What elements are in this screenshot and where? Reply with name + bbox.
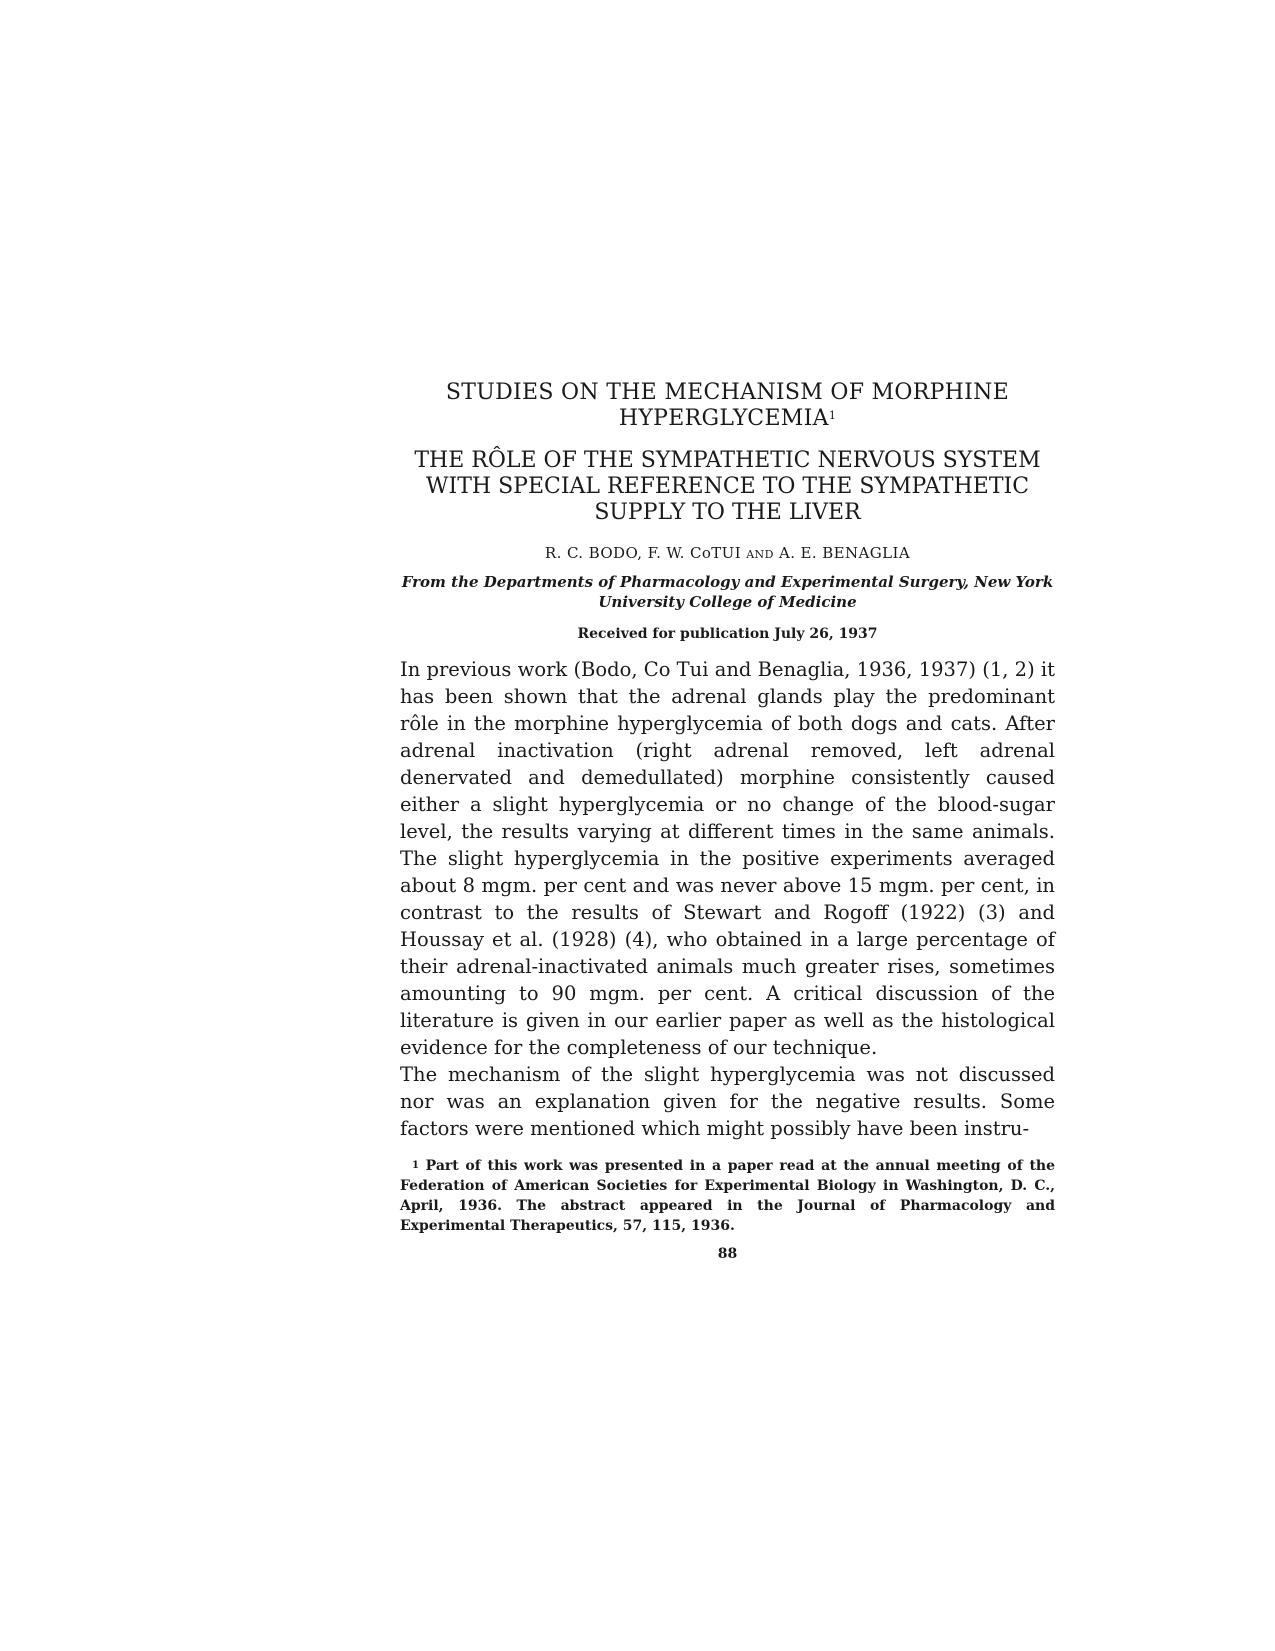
author-list <box>400 544 1055 562</box>
article-title <box>400 380 1055 432</box>
paragraph: In previous work (Bodo, Co Tui and Benaglia, 1936, 1937) (1, 2) it has been shown that the adrenal glands play the predominant rôle in the morphine hyperglycemia of both dogs and cats. After adrenal inactivation (right adrenal removed, left adrenal denervated and demedullated) morphine consistently caused either a slight hyperglycemia or no change of the blood-sugar level, the results varying at different times in the same animals. The slight hyperglycemia in the positive experiments averaged about 8 mgm. per cent and was never above 15 mgm. per cent, in contrast to the results of Stewart and Rogoff (1922) (3) and Houssay et al. (1928) (4), who obtained in a large percentage of their adrenal-inactivated animals much greater rises, sometimes amounting to 90 mgm. per cent. A critical discussion of the literature is given in our earlier paper as well as the histological evidence for the completeness of our technique. <box>400 658 1055 1059</box>
page-number: 88 <box>717 1246 738 1262</box>
authors-part1: R. C. BODO, F. W. CoTUI <box>544 544 742 562</box>
footnote <box>400 1156 1055 1236</box>
authors-and: AND <box>746 548 774 561</box>
footnote-mark: 1 <box>412 1160 419 1171</box>
footnote-text: Part of this work was presented in a paper read at the annual meeting of the Federation of American Societies for Experimental Biology in Washington, D. C., April, 1936. The abstract appeared in the Journal of Pharmacology and Experimental Therapeutics, 57, 115, 1936. <box>400 1158 1055 1234</box>
paragraph: The mechanism of the slight hyperglycemia was not discussed nor was an explanation given for the negative results. Some factors were mentioned which might possibly have been instru- <box>400 1063 1055 1140</box>
received-date: Received for publication July 26, 1937 <box>577 626 878 642</box>
article-subtitle: THE RÔLE OF THE SYMPATHETIC NERVOUS SYSTEM WITH SPECIAL REFERENCE TO THE SYMPATHETIC SUPPLY TO THE LIVER <box>414 448 1041 525</box>
article-title-text: STUDIES ON THE MECHANISM OF MORPHINE HYPERGLYCEMIA <box>445 380 1010 431</box>
title-footnote-mark: 1 <box>828 409 837 422</box>
body-text <box>400 656 1055 1142</box>
paper-page <box>400 380 1055 1262</box>
affiliation: From the Departments of Pharmacology and Experimental Surgery, New York University College of Medicine <box>401 573 1054 611</box>
authors-part2: A. E. BENAGLIA <box>778 544 911 562</box>
